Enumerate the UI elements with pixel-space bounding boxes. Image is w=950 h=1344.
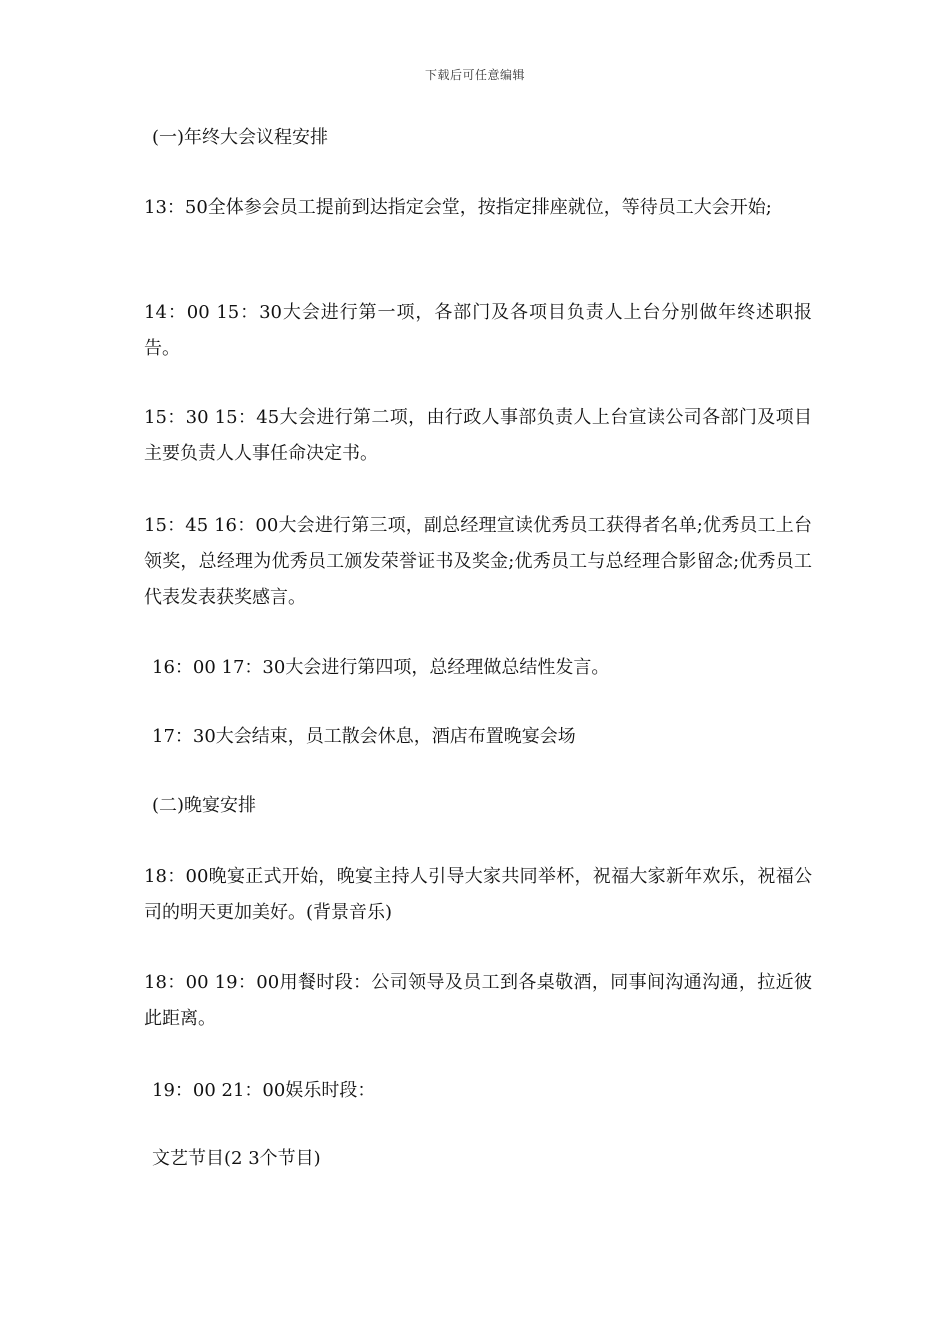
header-note: 下载后可任意编辑 — [424, 68, 525, 82]
paragraph-performances: 文艺节目(2 3个节目) — [152, 1148, 321, 1169]
paragraph-1800-banquet-start: 18：00晚宴正式开始，晚宴主持人引导大家共同举杯，祝福大家新年欢乐，祝福公司的明天更加美好。(背景音乐) — [144, 866, 812, 923]
paragraph-1530-appointments: 15：30 15：45大会进行第二项，由行政人事部负责人上台宣读公司各部门及项目主要负责人人事任命决定书。 — [144, 407, 812, 464]
paragraph-1600-speech: 16：00 17：30大会进行第四项，总经理做总结性发言。 — [152, 657, 610, 678]
paragraph-1545-awards: 15：45 16：00大会进行第三项，副总经理宣读优秀员工获得者名单;优秀员工上台领奖，总经理为优秀员工颁发荣誉证书及奖金;优秀员工与总经理合影留念;优秀员工代表发表获奖感言。 — [144, 515, 812, 608]
paragraph-1400-reports: 14：00 15：30大会进行第一项，各部门及各项目负责人上台分别做年终述职报告。 — [144, 302, 812, 359]
paragraph-1900-entertainment: 19：00 21：00娱乐时段： — [152, 1080, 376, 1101]
paragraph-1350-arrival: 13：50全体参会员工提前到达指定会堂，按指定排座就位，等待员工大会开始; — [144, 197, 772, 218]
paragraph-1800-dining: 18：00 19：00用餐时段：公司领导及员工到各桌敬酒，同事间沟通沟通，拉近彼此距离。 — [144, 972, 812, 1029]
section-heading-banquet: (二)晚宴安排 — [152, 795, 257, 816]
section-heading-meeting-agenda: (一)年终大会议程安排 — [152, 127, 329, 148]
paragraph-1730-close: 17：30大会结束，员工散会休息，酒店布置晚宴会场 — [152, 726, 576, 747]
